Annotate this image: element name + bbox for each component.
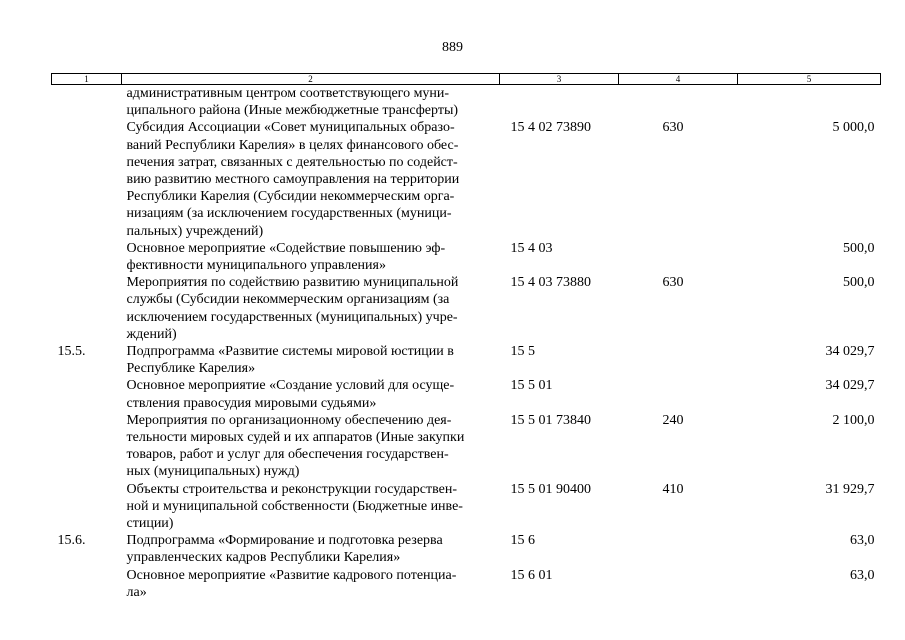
row-code: 15 4 03 73880 [510,275,591,291]
table-row [52,567,881,601]
row-number: 15.6. [57,533,86,549]
row-expense-type: 630 [662,120,684,136]
table-header [52,74,881,85]
row-code: 15 4 02 73890 [510,120,591,136]
row-expense-type [619,343,738,377]
row-code: 15 5 01 90400 [510,481,591,497]
row-code: 15 6 01 [510,567,553,583]
row-expense-type [619,240,738,274]
row-name: Основное мероприятие «Создание условий для осуще- ствления правосудия мировыми судьями» [126,378,455,411]
row-expense-type: 630 [662,275,684,291]
row-name: Субсидия Ассоциации «Совет муниципальных образо- ваний Республики Карелия» в целях финансового обес- печения затрат, связанных с деятельностью по содейст- вию развитию местного самоуправления на территории Республики Карелия (Субсидии некоммерческим орга- низациям (за исключением государственных (муници- пальных) учреждений) [126,120,460,239]
row-expense-type: 410 [662,481,684,497]
row-amount: 500,0 [843,275,875,291]
row-amount: 63,0 [850,567,875,583]
column-header-4: 4 [619,74,738,85]
row-amount: 500,0 [843,240,875,256]
row-code: 15 6 [510,533,535,549]
row-name: Основное мероприятие «Содействие повышению эф- фективности муниципального управления» [126,240,446,274]
column-header-1: 1 [52,74,122,85]
row-number [52,274,122,343]
column-header-3: 3 [500,74,619,85]
row-name: Основное мероприятие «Развитие кадрового потенциа- ла» [126,567,457,600]
row-number [52,119,122,239]
row-amount: 34 029,7 [825,378,875,394]
table-body [52,85,881,602]
table-row [52,240,881,274]
row-name: Объекты строительства и реконструкции государствен- ной и муниципальной собственности (Бюджетные инве- стиции) [126,481,463,532]
row-number [52,412,122,481]
row-name: Мероприятия по содействию развитию муниципальной службы (Субсидии некоммерческим организациям (за исключением государственных (муниципальных) учре- ждений) [126,275,459,342]
row-name: Мероприятия по организационному обеспечению дея- тельности мировых судей и их аппаратов (Иные закупки товаров, работ и услуг для обеспечения государствен- ных (муниципальных) нужд) [126,412,465,480]
row-number [52,240,122,274]
row-code: 15 5 01 73840 [510,412,591,428]
row-number [52,567,122,601]
row-amount [738,85,881,120]
table-row [52,343,881,377]
row-expense-type [619,377,738,411]
page-number: 889 [442,40,463,55]
row-expense-type [619,567,738,601]
row-name: Подпрограмма «Формирование и подготовка резерва управленческих кадров Республики Карелия» [126,533,443,566]
column-header-5: 5 [738,74,881,85]
table-row [52,274,881,343]
row-expense-type [619,532,738,566]
row-number [52,85,122,120]
row-amount: 34 029,7 [825,344,875,360]
row-amount: 63,0 [850,533,875,549]
row-amount: 5 000,0 [832,120,875,136]
table-row [52,85,881,120]
row-code: 15 5 01 [510,378,553,394]
row-code: 15 5 [510,344,535,360]
row-expense-type [619,85,738,120]
budget-table [51,73,881,601]
table-row [52,377,881,411]
table-row [52,412,881,481]
table-row [52,119,881,239]
header-row [52,74,881,85]
row-amount: 31 929,7 [825,481,875,497]
column-header-2: 2 [122,74,500,85]
row-amount: 2 100,0 [832,412,875,428]
row-number: 15.5. [57,344,86,360]
row-code [500,85,619,120]
row-number [52,377,122,411]
row-code: 15 4 03 [510,240,553,256]
row-name: Подпрограмма «Развитие системы мировой юстиции в Республике Карелия» [126,344,454,377]
table-row [52,532,881,566]
table-row [52,481,881,533]
row-expense-type: 240 [662,412,684,428]
row-name: административным центром соответствующего муни- ципального района (Иные межбюджетные трансферты) [126,86,459,119]
row-number [52,481,122,533]
